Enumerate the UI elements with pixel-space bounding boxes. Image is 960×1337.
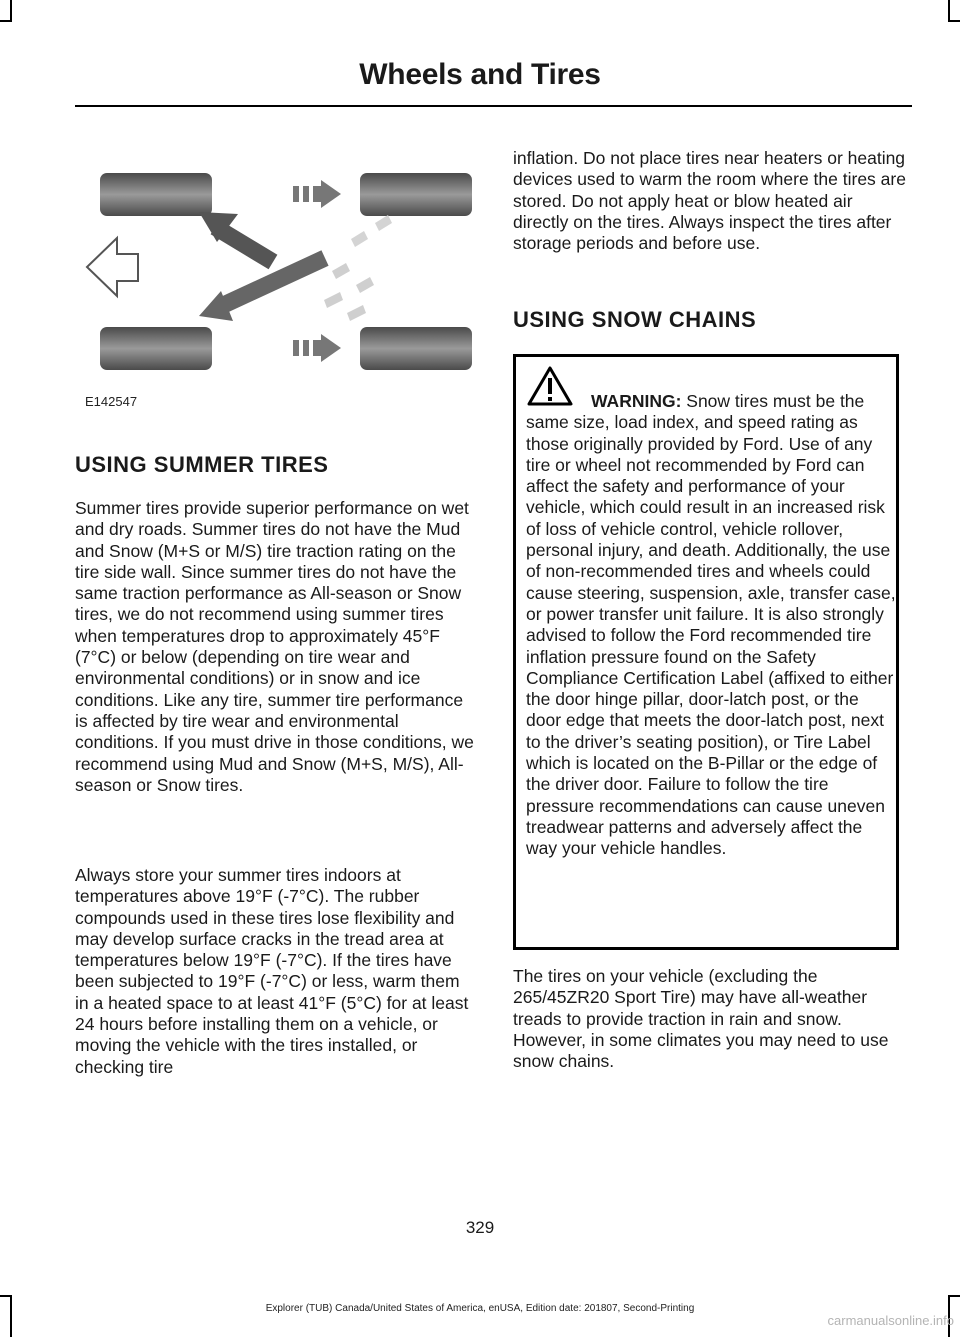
- page-title: Wheels and Tires: [359, 58, 601, 91]
- summer-tires-heading: USING SUMMER TIRES: [75, 452, 329, 477]
- header-divider: [75, 105, 912, 107]
- summer-tires-paragraph: Summer tires provide superior performance on wet and dry roads. Summer tires do not have the Mud and Snow (M+S or M/S) tire traction rating on the tire side wall. Since summer tires do not have the same traction performance as All-season or Snow tires, we do not recommend using summer tires when temperatures drop to approximately 45°F (7°C) or below (depending on tire wear and environmental conditions) or in snow and ice conditions. Like any tire, summer tire performance is affected by tire wear and environmental conditions. If you must drive in those conditions, we recommend using Mud and Snow (M+S, M/S), All-season or Snow tires.: [75, 498, 474, 795]
- tire-front-right: [360, 173, 472, 216]
- dashed-arrow-rear-right: [324, 263, 374, 321]
- warning-body: Snow tires must be the same size, load index, and speed rating as those originally provided by Ford. Use of any tire or wheel not recommended by Ford can affect the safety and performance of your vehicle, which could result in an increased risk of loss of vehicle control, vehicle rollover, personal injury, and death. Additionally, the use of non-recommended tires and wheels could cause steering, suspension, axle, transfer case, or power transfer unit failure. It is also strongly advised to follow the Ford recommended tire inflation pressure found on the Safety Compliance Certification Label (affixed to either the door hinge pillar, door-latch post, or the door edge that meets the door-latch post, next to the driver’s seating position), or Tire Label which is located on the B-Pillar or the edge of the driver door. Failure to follow the tire pressure recommendations can cause uneven treadwear patterns and adversely affect the way your vehicle handles.: [526, 391, 896, 859]
- crop-mark: [0, 20, 12, 22]
- crop-mark: [0, 1295, 12, 1297]
- crop-mark: [948, 1295, 960, 1297]
- snow-chains-paragraph: The tires on your vehicle (excluding the 265/45ZR20 Sport Tire) may have all-weather treads to provide traction in rain and snow. However, in some climates you may need to use snow chains.: [513, 966, 889, 1072]
- warning-text: [526, 391, 896, 860]
- summer-tires-storage-continued: inflation. Do not place tires near heaters or heating devices used to warm the room where the tires are stored. Do not apply heat or blow heated air directly on the tires. Always inspect the tires after storage periods and before use.: [513, 148, 906, 254]
- edition-footer: Explorer (TUB) Canada/United States of America, enUSA, Edition date: 201807, Second-Printing: [265, 1303, 695, 1314]
- dashed-arrow-front-left: [351, 215, 392, 247]
- arrow-front-right-to-rear-left: [199, 258, 325, 321]
- crop-mark: [948, 20, 960, 22]
- tire-rear-left: [100, 327, 212, 370]
- tire-front-left: [100, 173, 212, 216]
- snow-chains-heading: USING SNOW CHAINS: [513, 307, 757, 332]
- arrow-rear-left-to-rear-right: [293, 334, 341, 362]
- summer-tires-storage-paragraph: Always store your summer tires indoors at temperatures above 19°F (-7°C). The rubber compounds used in these tires lose flexibility and may develop surface cracks in the tread area at temperatures below 19°F (-7°C). If the tires have been subjected to 19°F (-7°C) or less, warm them in a heated space to at least 41°F (5°C) for at least 24 hours before installing them on a vehicle, or moving the vehicle with the tires installed, or checking tire: [75, 865, 469, 1077]
- tire-rotation-diagram-icon: [75, 160, 475, 420]
- warning-box: [513, 354, 899, 950]
- tire-rotation-figure: [75, 160, 475, 420]
- crop-mark: [10, 1295, 12, 1337]
- forward-direction-arrow-icon: [87, 238, 138, 296]
- arrow-front-left-to-front-right: [293, 180, 341, 208]
- tire-rear-right: [360, 327, 472, 370]
- arrow-rear-to-front-left: [199, 212, 273, 262]
- figure-label: E142547: [85, 394, 138, 409]
- watermark: carmanualsonline.info: [827, 1313, 954, 1328]
- page-number: 329: [465, 1218, 495, 1237]
- crop-mark: [948, 0, 950, 20]
- warning-label: WARNING:: [591, 391, 682, 411]
- crop-mark: [10, 0, 12, 20]
